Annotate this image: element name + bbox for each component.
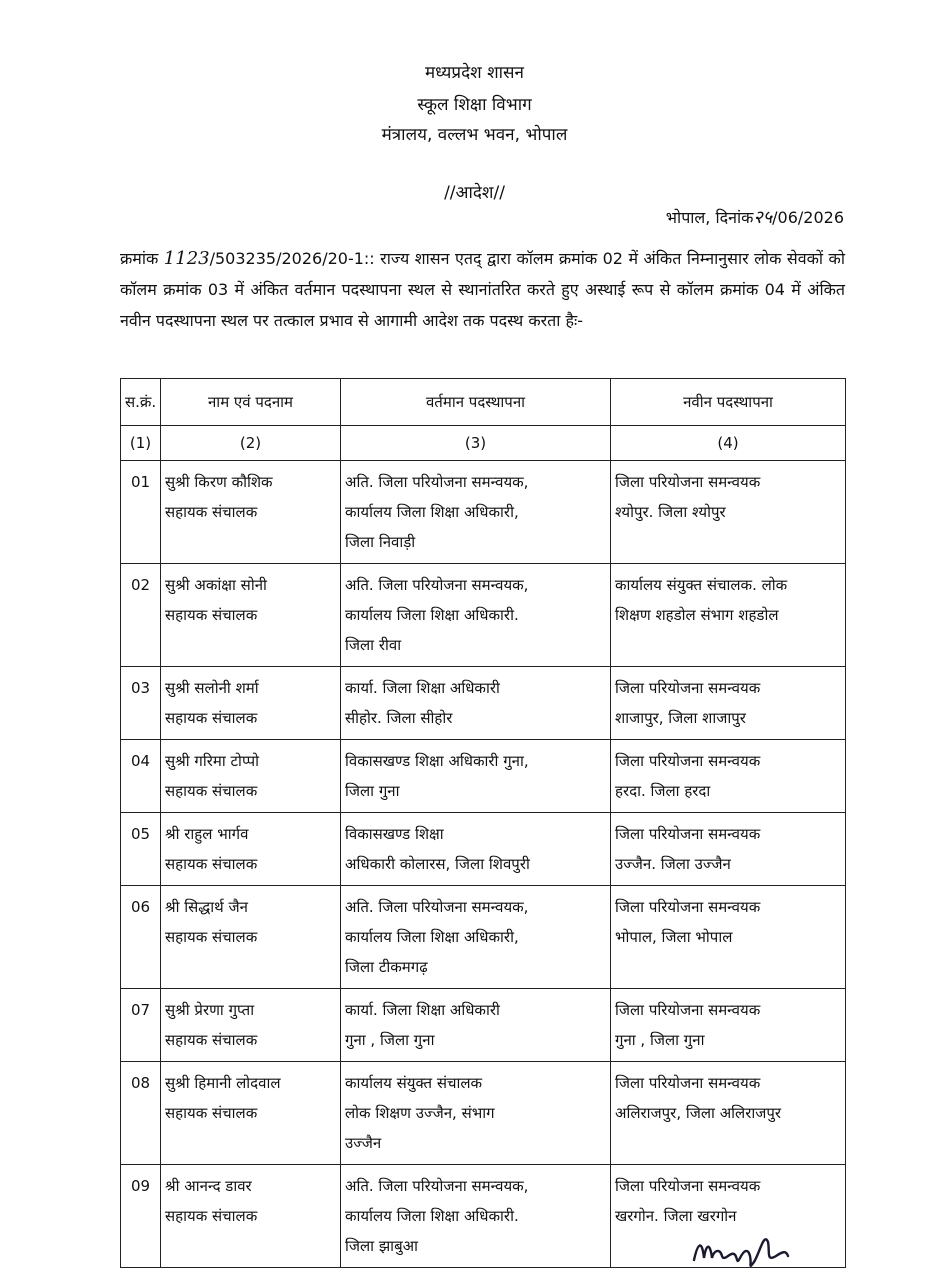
- serial-number: 01: [121, 461, 161, 564]
- name-designation-cell: [161, 740, 341, 813]
- index-1: (1): [121, 426, 161, 461]
- name-designation-cell: [161, 886, 341, 989]
- officer-designation: सहायक संचालक: [165, 1104, 258, 1122]
- current-posting-line: कार्यालय जिला शिक्षा अधिकारी,: [345, 928, 519, 946]
- current-posting-cell: [341, 461, 611, 564]
- officer-designation: सहायक संचालक: [165, 855, 258, 873]
- current-posting-line: जिला निवाड़ी: [345, 533, 416, 551]
- current-posting-line: कार्या. जिला शिक्षा अधिकारी: [345, 1001, 500, 1019]
- new-posting-line: जिला परियोजना समन्वयक: [615, 679, 761, 697]
- current-posting-cell: [341, 564, 611, 667]
- current-posting-line: अधिकारी कोलारस, जिला शिवपुरी: [345, 855, 530, 873]
- current-posting-line: उज्जैन: [345, 1134, 382, 1152]
- new-posting-line: जिला परियोजना समन्वयक: [615, 825, 761, 843]
- signature: [690, 1222, 800, 1272]
- officer-designation: सहायक संचालक: [165, 1031, 258, 1049]
- current-posting-line: जिला टीकमगढ़: [345, 958, 428, 976]
- date-day-handwritten: २५: [753, 207, 773, 228]
- order-number-handwritten: 1123: [163, 248, 210, 269]
- officer-designation: सहायक संचालक: [165, 503, 258, 521]
- table-row: [121, 989, 846, 1062]
- current-posting-line: कार्यालय जिला शिक्षा अधिकारी.: [345, 606, 519, 624]
- new-posting-cell: [611, 740, 846, 813]
- officer-designation: सहायक संचालक: [165, 606, 258, 624]
- name-designation-cell: [161, 461, 341, 564]
- header-name: नाम एवं पदनाम: [161, 379, 341, 426]
- new-posting-cell: [611, 564, 846, 667]
- index-4: (4): [611, 426, 846, 461]
- current-posting-cell: [341, 1165, 611, 1268]
- current-posting-cell: [341, 1062, 611, 1165]
- serial-number: 07: [121, 989, 161, 1062]
- new-posting-line: जिला परियोजना समन्वयक: [615, 1177, 761, 1195]
- new-posting-line: कार्यालय संयुक्त संचालक. लोक: [615, 576, 788, 594]
- current-posting-line: कार्या. जिला शिक्षा अधिकारी: [345, 679, 500, 697]
- current-posting-cell: [341, 989, 611, 1062]
- new-posting-line: श्योपुर. जिला श्योपुर: [615, 503, 726, 521]
- current-posting-line: गुना , जिला गुना: [345, 1031, 435, 1049]
- serial-number: 04: [121, 740, 161, 813]
- new-posting-cell: [611, 989, 846, 1062]
- current-posting-line: विकासखण्ड शिक्षा अधिकारी गुना,: [345, 752, 529, 770]
- serial-number: 08: [121, 1062, 161, 1165]
- current-posting-line: कार्यालय जिला शिक्षा अधिकारी.: [345, 1207, 519, 1225]
- order-paragraph: [120, 243, 845, 336]
- current-posting-cell: [341, 667, 611, 740]
- current-posting-cell: [341, 813, 611, 886]
- department-name: स्कूल शिक्षा विभाग: [417, 95, 532, 115]
- new-posting-line: शिक्षण शहडोल संभाग शहडोल: [615, 606, 779, 624]
- government-name: मध्यप्रदेश शासन: [425, 63, 524, 83]
- new-posting-line: जिला परियोजना समन्वयक: [615, 1074, 761, 1092]
- serial-number: 02: [121, 564, 161, 667]
- table-row: [121, 886, 846, 989]
- table-row: [121, 740, 846, 813]
- serial-number: 05: [121, 813, 161, 886]
- current-posting-line: जिला रीवा: [345, 636, 402, 654]
- table-row: [121, 564, 846, 667]
- name-designation-cell: [161, 1165, 341, 1268]
- new-posting-cell: [611, 813, 846, 886]
- current-posting-line: अति. जिला परियोजना समन्वयक,: [345, 576, 529, 594]
- current-posting-line: अति. जिला परियोजना समन्वयक,: [345, 1177, 529, 1195]
- current-posting-cell: [341, 740, 611, 813]
- current-posting-line: सीहोर. जिला सीहोर: [345, 709, 453, 727]
- new-posting-line: अलिराजपुर, जिला अलिराजपुर: [615, 1104, 782, 1122]
- header-new-posting: नवीन पदस्थापना: [611, 379, 846, 426]
- officer-name: सुश्री प्रेरणा गुप्ता: [165, 1001, 255, 1019]
- current-posting-line: विकासखण्ड शिक्षा: [345, 825, 444, 843]
- officer-name: सुश्री किरण कौशिक: [165, 473, 273, 491]
- date-rest: /06/2026: [772, 208, 844, 227]
- new-posting-line: जिला परियोजना समन्वयक: [615, 752, 761, 770]
- officer-designation: सहायक संचालक: [165, 928, 258, 946]
- transfer-table: [120, 378, 846, 1268]
- current-posting-line: कार्यालय जिला शिक्षा अधिकारी,: [345, 503, 519, 521]
- table-row: [121, 667, 846, 740]
- order-title: //आदेश//: [444, 183, 505, 203]
- office-address: मंत्रालय, वल्लभ भवन, भोपाल: [381, 125, 568, 145]
- new-posting-line: जिला परियोजना समन्वयक: [615, 473, 761, 491]
- officer-name: सुश्री अकांक्षा सोनी: [165, 576, 267, 594]
- new-posting-cell: [611, 1062, 846, 1165]
- current-posting-line: अति. जिला परियोजना समन्वयक,: [345, 898, 529, 916]
- officer-name: सुश्री हिमानी लोदवाल: [165, 1074, 281, 1092]
- index-2: (2): [161, 426, 341, 461]
- new-posting-line: उज्जैन. जिला उज्जैन: [615, 855, 731, 873]
- officer-name: सुश्री सलोनी शर्मा: [165, 679, 259, 697]
- table-body: [121, 461, 846, 1268]
- new-posting-line: हरदा. जिला हरदा: [615, 782, 711, 800]
- new-posting-cell: [611, 667, 846, 740]
- new-posting-cell: [611, 886, 846, 989]
- new-posting-line: जिला परियोजना समन्वयक: [615, 1001, 761, 1019]
- officer-designation: सहायक संचालक: [165, 1207, 258, 1225]
- index-3: (3): [341, 426, 611, 461]
- officer-name: श्री आनन्द डावर: [165, 1177, 252, 1195]
- current-posting-line: लोक शिक्षण उज्जैन, संभाग: [345, 1104, 495, 1122]
- name-designation-cell: [161, 1062, 341, 1165]
- current-posting-cell: [341, 886, 611, 989]
- column-index-row: [121, 426, 846, 461]
- serial-number: 06: [121, 886, 161, 989]
- table-row: [121, 461, 846, 564]
- order-prefix: क्रमांक: [120, 249, 159, 268]
- new-posting-line: शाजापुर, जिला शाजापुर: [615, 709, 746, 727]
- name-designation-cell: [161, 667, 341, 740]
- header-serial: स.क्रं.: [121, 379, 161, 426]
- officer-name: श्री सिद्धार्थ जैन: [165, 898, 248, 916]
- serial-number: 03: [121, 667, 161, 740]
- order-body: /503235/2026/20-1:: राज्य शासन एतद् द्वारा कॉलम क्रमांक 02 में अंकित निम्नानुसार लोक सेवकों को कॉलम क्रमांक 03 में अंकित वर्तमान पदस्थापना स्थल से स्थानांतरित करते हुए अस्थाई रूप से कॉलम क्रमांक 04 में अंकित नवीन पदस्थापना स्थल पर तत्काल प्रभाव से आगामी आदेश तक पदस्थ करता हैः-: [120, 249, 845, 330]
- date-line: [666, 205, 844, 229]
- table-header-row: [121, 379, 846, 426]
- officer-name: सुश्री गरिमा टोप्पो: [165, 752, 259, 770]
- officer-name: श्री राहुल भार्गव: [165, 825, 249, 843]
- table-row: [121, 1062, 846, 1165]
- new-posting-line: जिला परियोजना समन्वयक: [615, 898, 761, 916]
- name-designation-cell: [161, 989, 341, 1062]
- new-posting-line: भोपाल, जिला भोपाल: [615, 928, 733, 946]
- current-posting-line: कार्यालय संयुक्त संचालक: [345, 1074, 483, 1092]
- new-posting-cell: [611, 461, 846, 564]
- new-posting-line: खरगोन. जिला खरगोन: [615, 1207, 737, 1225]
- header-current-posting: वर्तमान पदस्थापना: [341, 379, 611, 426]
- name-designation-cell: [161, 564, 341, 667]
- new-posting-line: गुना , जिला गुना: [615, 1031, 705, 1049]
- serial-number: 09: [121, 1165, 161, 1268]
- name-designation-cell: [161, 813, 341, 886]
- current-posting-line: जिला झाबुआ: [345, 1237, 418, 1255]
- current-posting-line: जिला गुना: [345, 782, 400, 800]
- current-posting-line: अति. जिला परियोजना समन्वयक,: [345, 473, 529, 491]
- date-prefix: भोपाल, दिनांक: [665, 208, 754, 227]
- officer-designation: सहायक संचालक: [165, 709, 258, 727]
- table-row: [121, 813, 846, 886]
- officer-designation: सहायक संचालक: [165, 782, 258, 800]
